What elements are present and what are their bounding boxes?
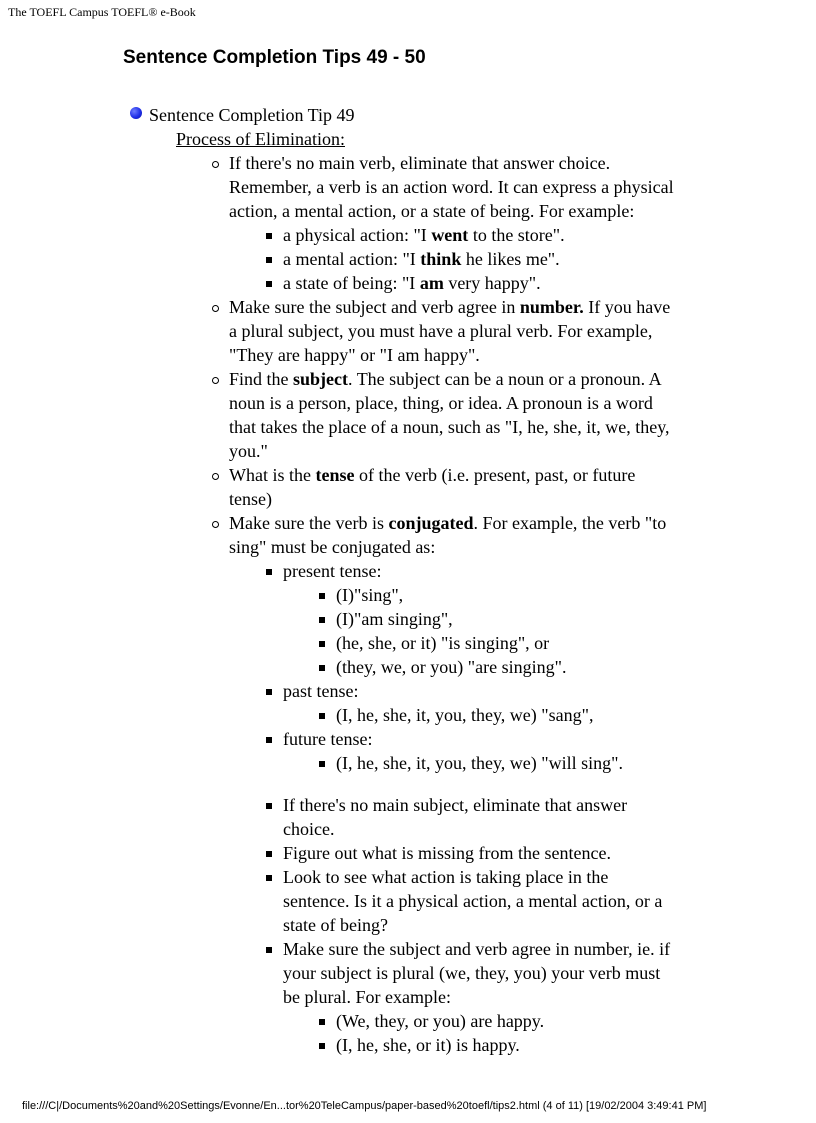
circle-bullet-icon bbox=[212, 473, 219, 480]
blue-bullet-icon bbox=[130, 107, 142, 119]
square-bullet-icon bbox=[319, 713, 325, 719]
sub-list-item: future tense: bbox=[283, 729, 373, 749]
list-item: If there's no main verb, eliminate that answer choice. bbox=[229, 153, 611, 173]
square-bullet-icon bbox=[319, 1043, 325, 1049]
sub-list-item-line: state of being? bbox=[283, 915, 388, 935]
square-bullet-icon bbox=[266, 689, 272, 695]
square-bullet-icon bbox=[266, 257, 272, 263]
square-bullet-icon bbox=[319, 593, 325, 599]
square-bullet-icon bbox=[319, 641, 325, 647]
page-title: Sentence Completion Tips 49 - 50 bbox=[123, 47, 426, 68]
sub-list-item-line: choice. bbox=[283, 819, 335, 839]
list-item-line: a plural subject, you must have a plural verb. For example, bbox=[229, 321, 653, 341]
sub-sub-list-item: (I, he, she, or it) is happy. bbox=[336, 1035, 520, 1055]
list-item-line: tense) bbox=[229, 489, 272, 509]
sub-list-item: Figure out what is missing from the sentence. bbox=[283, 843, 611, 863]
sub-sub-list-item: (I)"sing", bbox=[336, 585, 404, 605]
circle-bullet-icon bbox=[212, 161, 219, 168]
sub-sub-list-item: (I, he, she, it, you, they, we) "will sing". bbox=[336, 753, 623, 773]
sub-sub-list-item: (I, he, she, it, you, they, we) "sang", bbox=[336, 705, 594, 725]
list-item-line: "They are happy" or "I am happy". bbox=[229, 345, 480, 365]
list-item-line: that takes the place of a noun, such as "I, he, she, it, we, they, bbox=[229, 417, 670, 437]
square-bullet-icon bbox=[266, 737, 272, 743]
list-item: What is the tense of the verb (i.e. present, past, or future bbox=[229, 465, 636, 485]
square-bullet-icon bbox=[319, 665, 325, 671]
list-item-line: you." bbox=[229, 441, 268, 461]
sub-list-item: present tense: bbox=[283, 561, 382, 581]
square-bullet-icon bbox=[266, 947, 272, 953]
browser-header-title: The TOEFL Campus TOEFL® e-Book bbox=[8, 5, 196, 19]
square-bullet-icon bbox=[266, 851, 272, 857]
sub-list-item: If there's no main subject, eliminate that answer bbox=[283, 795, 628, 815]
list-item: Find the subject. The subject can be a noun or a pronoun. A bbox=[229, 369, 662, 389]
sub-list-item: a physical action: "I went to the store". bbox=[283, 225, 565, 245]
list-item-line: noun is a person, place, thing, or idea. A pronoun is a word bbox=[229, 393, 653, 413]
sub-list-item: past tense: bbox=[283, 681, 359, 701]
sub-sub-list-item: (We, they, or you) are happy. bbox=[336, 1011, 545, 1031]
list-item-line: action, a mental action, or a state of being. For example: bbox=[229, 201, 635, 221]
list-item-line: sing" must be conjugated as: bbox=[229, 537, 436, 557]
sub-list-item: a mental action: "I think he likes me". bbox=[283, 249, 560, 269]
sub-list-item: Make sure the subject and verb agree in number, ie. if bbox=[283, 939, 671, 959]
square-bullet-icon bbox=[319, 1019, 325, 1025]
sub-list-item-line: your subject is plural (we, they, you) your verb must bbox=[283, 963, 661, 983]
square-bullet-icon bbox=[266, 803, 272, 809]
square-bullet-icon bbox=[266, 875, 272, 881]
sub-list-item: a state of being: "I am very happy". bbox=[283, 273, 541, 293]
sub-list-item-line: sentence. Is it a physical action, a mental action, or a bbox=[283, 891, 663, 911]
square-bullet-icon bbox=[319, 761, 325, 767]
list-item-line: Remember, a verb is an action word. It can express a physical bbox=[229, 177, 674, 197]
list-item: Make sure the subject and verb agree in number. If you have bbox=[229, 297, 671, 317]
list-item: Make sure the verb is conjugated. For example, the verb "to bbox=[229, 513, 667, 533]
sub-list-item: Look to see what action is taking place in the bbox=[283, 867, 609, 887]
square-bullet-icon bbox=[319, 617, 325, 623]
circle-bullet-icon bbox=[212, 305, 219, 312]
circle-bullet-icon bbox=[212, 521, 219, 528]
circle-bullet-icon bbox=[212, 377, 219, 384]
square-bullet-icon bbox=[266, 233, 272, 239]
section-heading: Process of Elimination: bbox=[176, 129, 345, 149]
sub-sub-list-item: (he, she, or it) "is singing", or bbox=[336, 633, 550, 653]
tip-label: Sentence Completion Tip 49 bbox=[149, 105, 355, 125]
sub-sub-list-item: (I)"am singing", bbox=[336, 609, 453, 629]
square-bullet-icon bbox=[266, 569, 272, 575]
file-path-footer: file:///C|/Documents%20and%20Settings/Evonne/En...tor%20TeleCampus/paper-based%20toefl/tips2.html (4 of 11) [19/02/2004 3:49:41 PM] bbox=[22, 1100, 707, 1112]
sub-sub-list-item: (they, we, or you) "are singing". bbox=[336, 657, 567, 677]
square-bullet-icon bbox=[266, 281, 272, 287]
sub-list-item-line: be plural. For example: bbox=[283, 987, 451, 1007]
